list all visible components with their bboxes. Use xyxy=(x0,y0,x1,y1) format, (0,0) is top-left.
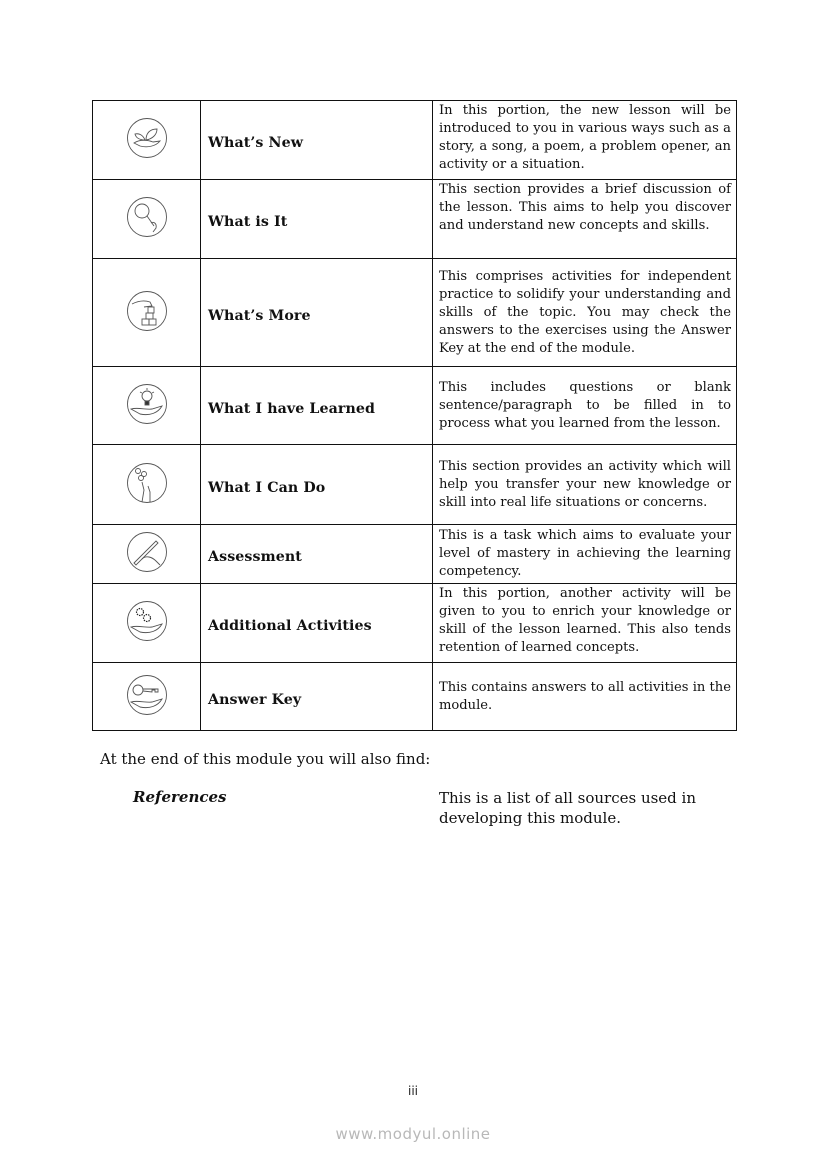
stacking-blocks-icon xyxy=(126,290,168,332)
row-title: What’s More xyxy=(208,307,311,324)
gears-in-hand-icon xyxy=(126,600,168,642)
row-title: Assessment xyxy=(208,549,302,565)
icon-cell xyxy=(93,367,201,445)
icon-cell xyxy=(93,180,201,259)
row-description: This is a task which aims to evaluate your level of mastery in achieving the learning competency. xyxy=(439,528,731,579)
table-row xyxy=(93,180,737,259)
watermark: www.modyul.online xyxy=(335,1125,491,1143)
table-row xyxy=(93,525,737,584)
icon-cell xyxy=(93,525,201,584)
pen-in-hand-icon xyxy=(126,531,168,573)
row-description-cell xyxy=(433,367,737,445)
row-description-cell xyxy=(433,584,737,663)
row-title-cell xyxy=(201,663,433,731)
row-description-cell xyxy=(433,101,737,180)
lightbulb-in-hand-icon xyxy=(126,383,168,425)
row-title: What I have Learned xyxy=(208,400,376,417)
table-row xyxy=(93,101,737,180)
row-title-cell xyxy=(201,584,433,663)
row-title: What I Can Do xyxy=(208,479,326,496)
row-title-cell xyxy=(201,259,433,367)
row-title-cell xyxy=(201,180,433,259)
row-description-cell xyxy=(433,180,737,259)
icon-cell xyxy=(93,101,201,180)
row-title-cell xyxy=(201,101,433,180)
row-description-cell xyxy=(433,525,737,584)
module-parts-table xyxy=(92,100,737,731)
row-title: What’s New xyxy=(208,135,304,151)
row-description-cell xyxy=(433,663,737,731)
page-number: iii xyxy=(407,1084,418,1098)
row-description: This contains answers to all activities in the module. xyxy=(439,679,731,713)
hand-with-gears-icon xyxy=(126,462,168,504)
end-of-module-intro: At the end of this module you will also find: xyxy=(100,750,431,768)
row-title: What is It xyxy=(208,214,288,230)
icon-cell xyxy=(93,584,201,663)
row-description: This section provides a brief discussion of the lesson. This aims to help you discover and understand new concepts and skills. xyxy=(439,182,731,233)
row-description: In this portion, the new lesson will be introduced to you in various ways such as a story, a song, a poem, a problem opener, an activity or a situation. xyxy=(439,103,731,172)
table-row xyxy=(93,663,737,731)
references-description: This is a list of all sources used in developing this module. xyxy=(439,789,697,827)
icon-cell xyxy=(93,445,201,525)
row-title-cell xyxy=(201,367,433,445)
key-in-hand-icon xyxy=(126,674,168,716)
table-row xyxy=(93,445,737,525)
row-title: Additional Activities xyxy=(208,618,372,634)
references-label: References xyxy=(133,788,227,806)
row-description-cell xyxy=(433,259,737,367)
sprout-in-hand-icon xyxy=(126,117,168,159)
row-description: In this portion, another activity will be given to you to enrich your knowledge or skill of the lesson learned. This also tends retention of learned concepts. xyxy=(439,586,731,655)
table-row xyxy=(93,367,737,445)
row-description: This comprises activities for independent practice to solidify your understanding and skills of the topic. You may check the answers to the exercises using the Answer Key at the end of the module. xyxy=(439,268,731,356)
row-title-cell xyxy=(201,445,433,525)
table-row xyxy=(93,584,737,663)
row-title: Answer Key xyxy=(208,691,302,708)
magnifying-glass-icon xyxy=(126,196,168,238)
row-description: This section provides an activity which will help you transfer your new knowledge or skill into real life situations or concerns. xyxy=(439,458,731,510)
table-row xyxy=(93,259,737,367)
row-description: This includes questions or blank sentence/paragraph to be filled in to process what you learned from the lesson. xyxy=(439,379,731,431)
row-description-cell xyxy=(433,445,737,525)
icon-cell xyxy=(93,663,201,731)
row-title-cell xyxy=(201,525,433,584)
icon-cell xyxy=(93,259,201,367)
